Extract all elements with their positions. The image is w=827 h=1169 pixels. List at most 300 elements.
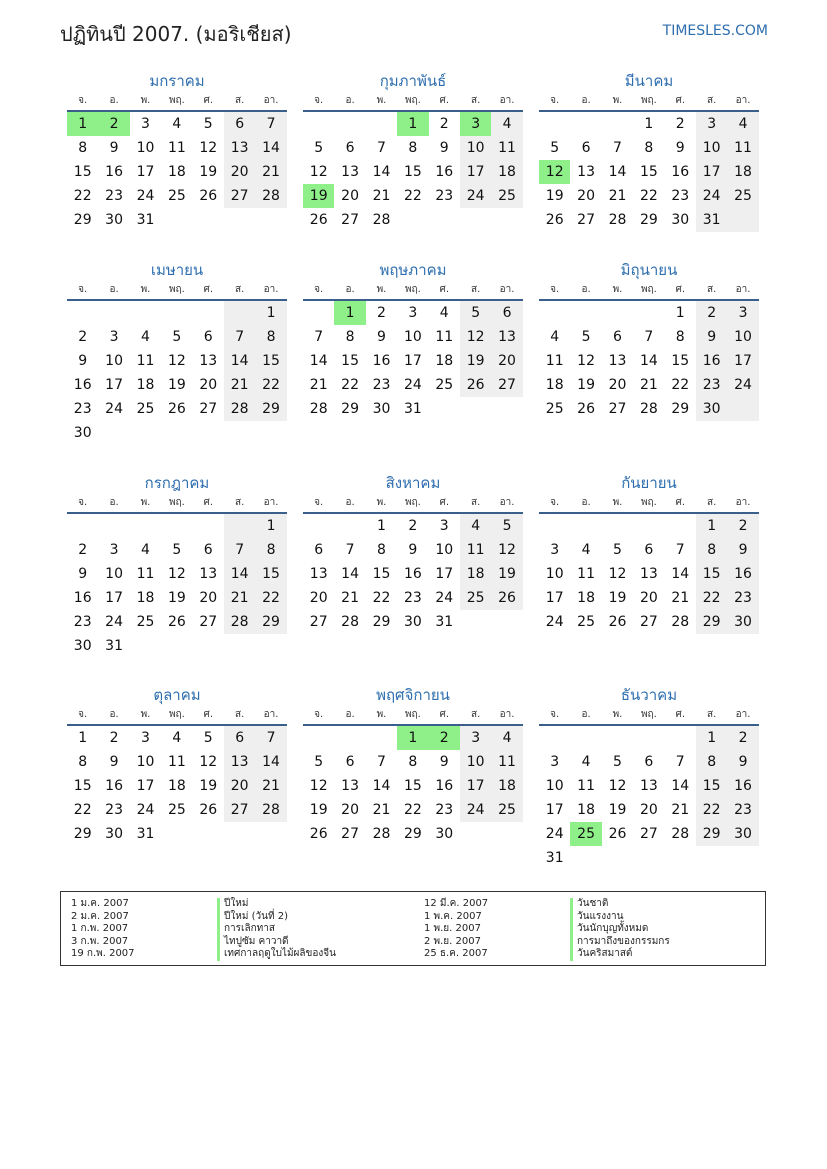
day-cell: 11 bbox=[167, 754, 186, 770]
empty-cell bbox=[539, 112, 570, 136]
day-cell: 29 bbox=[341, 401, 359, 417]
day-cell: 8 bbox=[78, 140, 88, 156]
day-cell: 23 bbox=[727, 586, 758, 610]
day-cell: 6 bbox=[644, 754, 654, 770]
empty-cell bbox=[255, 634, 286, 658]
day-cell: 10 bbox=[545, 778, 564, 794]
weekday-label: จ. bbox=[78, 709, 88, 720]
day-cell: 26 bbox=[199, 802, 218, 818]
weekday-header bbox=[67, 494, 287, 512]
holiday-date: 1 พ.ย. 2007 bbox=[424, 923, 481, 934]
day-cell: 28 bbox=[255, 184, 286, 208]
day-cell: 24 bbox=[727, 373, 758, 397]
week-row bbox=[303, 562, 523, 586]
day-cell: 3 bbox=[109, 329, 119, 345]
day-cell: 11 bbox=[435, 329, 454, 345]
weekday-label: ศ. bbox=[675, 284, 686, 295]
empty-cell bbox=[539, 514, 570, 538]
day-cell: 11 bbox=[136, 566, 155, 582]
day-cell: 24 bbox=[403, 377, 422, 393]
empty-cell bbox=[570, 726, 601, 750]
day-cell: 8 bbox=[78, 754, 88, 770]
day-cell: 22 bbox=[696, 798, 727, 822]
holiday-name: วันชาติ bbox=[570, 898, 670, 911]
day-cell: 28 bbox=[671, 614, 690, 630]
day-cell: 13 bbox=[577, 164, 595, 180]
day-cell: 5 bbox=[491, 514, 522, 538]
day-cell: 8 bbox=[675, 329, 685, 345]
day-cell: 16 bbox=[73, 590, 92, 606]
day-cell: 21 bbox=[372, 188, 391, 204]
day-cell: 10 bbox=[136, 754, 155, 770]
day-cell: 6 bbox=[314, 542, 324, 558]
holiday-name: ปีใหม่ bbox=[217, 898, 336, 911]
day-cell: 15 bbox=[255, 349, 286, 373]
day-cell: 19 bbox=[199, 778, 218, 794]
week-row bbox=[539, 538, 759, 562]
day-cell: 3 bbox=[550, 542, 560, 558]
weekday-label: อ. bbox=[109, 497, 119, 508]
day-cell: 14 bbox=[671, 566, 690, 582]
empty-cell bbox=[727, 397, 758, 421]
day-cell: 12 bbox=[167, 353, 186, 369]
week-row bbox=[303, 301, 523, 325]
weekday-label: ศ. bbox=[203, 284, 214, 295]
day-cell: 14 bbox=[608, 164, 627, 180]
day-cell: 29 bbox=[671, 401, 690, 417]
day-cell: 2 bbox=[377, 305, 386, 321]
day-cell: 9 bbox=[408, 542, 418, 558]
day-cell: 21 bbox=[224, 586, 255, 610]
week-row bbox=[539, 562, 759, 586]
day-cell: 16 bbox=[696, 349, 727, 373]
week-row bbox=[539, 112, 759, 136]
day-cell: 4 bbox=[172, 730, 182, 746]
empty-cell bbox=[570, 846, 601, 870]
day-cell: 15 bbox=[341, 353, 359, 369]
empty-cell bbox=[570, 514, 601, 538]
day-cell: 22 bbox=[696, 586, 727, 610]
week-row bbox=[539, 610, 759, 634]
day-cell: 2 bbox=[696, 301, 727, 325]
empty-cell bbox=[67, 301, 98, 325]
weekday-label: อ. bbox=[581, 709, 591, 720]
day-cell: 5 bbox=[172, 542, 182, 558]
weekday-label: อ. bbox=[109, 95, 119, 106]
day-cell: 31 bbox=[545, 850, 564, 866]
week-row bbox=[303, 586, 523, 610]
day-cell: 7 bbox=[675, 754, 685, 770]
week-row bbox=[303, 325, 523, 349]
week-row bbox=[539, 726, 759, 750]
day-cell: 2 bbox=[408, 518, 418, 534]
day-cell: 14 bbox=[372, 778, 391, 794]
day-cell: 1 bbox=[377, 518, 386, 534]
day-cell: 9 bbox=[675, 140, 685, 156]
week-row bbox=[303, 349, 523, 373]
empty-cell bbox=[130, 634, 161, 658]
week-row bbox=[539, 750, 759, 774]
weekday-label: พฤ. bbox=[168, 284, 185, 295]
day-cell: 9 bbox=[78, 353, 88, 369]
day-cell: 8 bbox=[345, 329, 355, 345]
weekday-header bbox=[67, 92, 287, 110]
weekday-label: พ. bbox=[376, 709, 387, 720]
holiday-name: วันแรงงาน bbox=[570, 911, 670, 924]
day-cell: 30 bbox=[403, 614, 422, 630]
day-cell: 6 bbox=[613, 329, 622, 345]
empty-cell bbox=[633, 846, 664, 870]
empty-cell bbox=[602, 514, 633, 538]
empty-cell bbox=[303, 301, 334, 325]
weekday-label: ส. bbox=[235, 709, 245, 720]
day-cell: 2 bbox=[727, 726, 758, 750]
day-cell: 21 bbox=[372, 802, 391, 818]
day-cell: 28 bbox=[224, 397, 255, 421]
day-cell: 18 bbox=[727, 160, 758, 184]
day-cell: 7 bbox=[377, 140, 386, 156]
day-cell: 29 bbox=[403, 826, 422, 842]
day-cell: 23 bbox=[435, 802, 454, 818]
day-cell: 13 bbox=[608, 353, 627, 369]
day-cell: 27 bbox=[199, 401, 218, 417]
week-row bbox=[67, 301, 287, 325]
day-cell: 9 bbox=[727, 538, 758, 562]
empty-cell bbox=[161, 822, 192, 846]
empty-cell bbox=[602, 112, 633, 136]
weekday-label: พฤ. bbox=[640, 497, 657, 508]
weekday-label: ส. bbox=[707, 95, 717, 106]
empty-cell bbox=[602, 301, 633, 325]
day-cell: 28 bbox=[309, 401, 328, 417]
day-cell: 3 bbox=[460, 726, 491, 750]
empty-cell bbox=[193, 514, 224, 538]
weekday-label: พ. bbox=[140, 284, 151, 295]
empty-cell bbox=[366, 726, 397, 750]
weekday-label: อ. bbox=[109, 284, 119, 295]
day-cell: 3 bbox=[550, 754, 560, 770]
day-cell: 26 bbox=[199, 188, 218, 204]
day-cell: 13 bbox=[199, 566, 218, 582]
day-cell: 17 bbox=[545, 802, 564, 818]
day-cell: 30 bbox=[671, 212, 690, 228]
week-row bbox=[539, 208, 759, 232]
weekday-label: พ. bbox=[140, 95, 151, 106]
empty-cell bbox=[366, 112, 397, 136]
weekday-label: จ. bbox=[78, 284, 88, 295]
day-cell: 27 bbox=[608, 401, 627, 417]
day-cell: 5 bbox=[460, 301, 491, 325]
day-cell: 30 bbox=[105, 212, 123, 228]
empty-cell bbox=[334, 514, 365, 538]
day-cell: 10 bbox=[136, 140, 155, 156]
day-cell: 5 bbox=[550, 140, 560, 156]
day-cell: 8 bbox=[255, 325, 286, 349]
weekday-label: อา. bbox=[263, 95, 279, 106]
day-cell: 24 bbox=[105, 614, 123, 630]
day-cell: 19 bbox=[545, 188, 564, 204]
week-row bbox=[67, 208, 287, 232]
day-cell: 1 bbox=[67, 112, 98, 136]
day-cell: 23 bbox=[73, 614, 92, 630]
holiday-legend bbox=[60, 891, 766, 966]
day-cell: 29 bbox=[73, 212, 92, 228]
day-cell: 8 bbox=[696, 750, 727, 774]
week-row bbox=[67, 325, 287, 349]
day-cell: 11 bbox=[491, 136, 522, 160]
weekday-label: ส. bbox=[235, 95, 245, 106]
day-cell: 9 bbox=[78, 566, 88, 582]
site-link[interactable]: TIMESLES.COM bbox=[662, 23, 768, 39]
month-calendar bbox=[303, 684, 523, 846]
week-row bbox=[303, 774, 523, 798]
day-cell: 10 bbox=[727, 325, 758, 349]
day-cell: 28 bbox=[255, 798, 286, 822]
week-row bbox=[67, 634, 287, 658]
day-cell: 29 bbox=[372, 614, 391, 630]
day-cell: 21 bbox=[639, 377, 658, 393]
week-row bbox=[539, 160, 759, 184]
weekday-label: พฤ. bbox=[404, 497, 421, 508]
empty-cell bbox=[193, 208, 224, 232]
day-cell: 1 bbox=[675, 305, 685, 321]
week-row bbox=[539, 846, 759, 870]
empty-cell bbox=[193, 822, 224, 846]
day-cell: 26 bbox=[309, 826, 328, 842]
day-cell: 20 bbox=[224, 774, 255, 798]
empty-cell bbox=[67, 514, 98, 538]
week-row bbox=[539, 822, 759, 846]
day-cell: 24 bbox=[545, 614, 564, 630]
week-row bbox=[303, 112, 523, 136]
holiday-name: ปีใหม่ (วันที่ 2) bbox=[217, 911, 336, 924]
weekday-header bbox=[303, 494, 523, 512]
weekday-label: ศ. bbox=[675, 497, 686, 508]
day-cell: 18 bbox=[577, 590, 595, 606]
day-cell: 16 bbox=[671, 164, 690, 180]
day-cell: 12 bbox=[309, 164, 328, 180]
month-calendar bbox=[67, 70, 287, 232]
weekday-label: ส. bbox=[471, 284, 481, 295]
weekday-label: จ. bbox=[550, 95, 560, 106]
weekday-label: อ. bbox=[109, 709, 119, 720]
day-cell: 4 bbox=[727, 112, 758, 136]
day-cell: 9 bbox=[439, 754, 449, 770]
weekday-label: ศ. bbox=[675, 709, 686, 720]
day-cell: 13 bbox=[341, 164, 359, 180]
day-cell: 30 bbox=[372, 401, 391, 417]
day-cell: 25 bbox=[491, 798, 522, 822]
empty-cell bbox=[491, 397, 522, 421]
day-cell: 20 bbox=[639, 802, 658, 818]
day-cell: 9 bbox=[109, 140, 119, 156]
day-cell: 9 bbox=[727, 750, 758, 774]
day-cell: 15 bbox=[255, 562, 286, 586]
week-row bbox=[303, 514, 523, 538]
empty-cell bbox=[130, 421, 161, 445]
day-cell: 27 bbox=[639, 614, 658, 630]
day-cell: 1 bbox=[696, 514, 727, 538]
day-cell: 23 bbox=[727, 798, 758, 822]
day-cell: 13 bbox=[639, 778, 658, 794]
weekday-label: อา. bbox=[263, 709, 279, 720]
month-name: ตุลาคม bbox=[153, 686, 201, 704]
day-cell: 1 bbox=[78, 730, 88, 746]
day-cell: 12 bbox=[608, 778, 627, 794]
day-cell: 25 bbox=[577, 614, 595, 630]
day-cell: 18 bbox=[577, 802, 595, 818]
month-calendar bbox=[67, 472, 287, 658]
weekday-label: พฤ. bbox=[168, 709, 185, 720]
weekday-label: ศ. bbox=[439, 284, 450, 295]
day-cell: 7 bbox=[255, 112, 286, 136]
weekday-label: จ. bbox=[314, 284, 324, 295]
day-cell: 10 bbox=[460, 136, 491, 160]
page-title: ปฏิทินปี 2007. (มอริเชียส) bbox=[60, 22, 292, 46]
day-cell: 30 bbox=[435, 826, 454, 842]
weekday-header bbox=[67, 281, 287, 299]
day-cell: 5 bbox=[613, 542, 622, 558]
month-calendar bbox=[303, 70, 523, 232]
empty-cell bbox=[161, 514, 192, 538]
week-row bbox=[303, 373, 523, 397]
day-cell: 23 bbox=[372, 377, 391, 393]
day-cell: 15 bbox=[403, 778, 422, 794]
day-cell: 14 bbox=[224, 562, 255, 586]
holiday-date: 1 ก.พ. 2007 bbox=[71, 923, 129, 934]
day-cell: 20 bbox=[577, 188, 595, 204]
weekday-header bbox=[303, 281, 523, 299]
day-cell: 25 bbox=[435, 377, 454, 393]
day-cell: 28 bbox=[372, 212, 391, 228]
weekday-label: อา. bbox=[735, 284, 751, 295]
day-cell: 13 bbox=[224, 136, 255, 160]
day-cell: 16 bbox=[727, 562, 758, 586]
week-row bbox=[67, 610, 287, 634]
weekday-label: อา. bbox=[499, 284, 515, 295]
empty-cell bbox=[224, 634, 255, 658]
day-cell: 30 bbox=[105, 826, 123, 842]
day-cell: 21 bbox=[671, 590, 690, 606]
day-cell: 20 bbox=[341, 188, 359, 204]
day-cell: 25 bbox=[167, 188, 186, 204]
weekday-header bbox=[539, 706, 759, 724]
day-cell: 3 bbox=[460, 112, 491, 136]
weekday-label: อ. bbox=[581, 284, 591, 295]
empty-cell bbox=[539, 726, 570, 750]
day-cell: 23 bbox=[403, 590, 422, 606]
day-cell: 2 bbox=[727, 514, 758, 538]
empty-cell bbox=[334, 726, 365, 750]
day-cell: 12 bbox=[539, 160, 570, 184]
day-cell: 18 bbox=[136, 590, 155, 606]
weekday-label: อา. bbox=[263, 497, 279, 508]
week-row bbox=[303, 136, 523, 160]
day-cell: 2 bbox=[78, 542, 88, 558]
weekday-label: พฤ. bbox=[168, 95, 185, 106]
day-cell: 27 bbox=[309, 614, 328, 630]
day-cell: 29 bbox=[696, 610, 727, 634]
day-cell: 16 bbox=[105, 164, 123, 180]
empty-cell bbox=[491, 208, 522, 232]
day-cell: 29 bbox=[255, 397, 286, 421]
weekday-header bbox=[539, 92, 759, 110]
day-cell: 6 bbox=[224, 112, 255, 136]
empty-cell bbox=[570, 112, 601, 136]
week-row bbox=[67, 421, 287, 445]
day-cell: 17 bbox=[136, 778, 155, 794]
day-cell: 21 bbox=[341, 590, 359, 606]
month-name: ธันวาคม bbox=[620, 686, 678, 704]
empty-cell bbox=[303, 726, 334, 750]
day-cell: 4 bbox=[491, 112, 522, 136]
day-cell: 17 bbox=[136, 164, 155, 180]
day-cell: 22 bbox=[639, 188, 658, 204]
day-cell: 22 bbox=[255, 373, 286, 397]
day-cell: 3 bbox=[727, 301, 758, 325]
empty-cell bbox=[130, 301, 161, 325]
day-cell: 27 bbox=[341, 826, 359, 842]
week-row bbox=[539, 184, 759, 208]
empty-cell bbox=[98, 514, 129, 538]
week-row bbox=[67, 538, 287, 562]
weekday-header bbox=[67, 706, 287, 724]
day-cell: 21 bbox=[671, 802, 690, 818]
empty-cell bbox=[727, 208, 758, 232]
week-row bbox=[539, 325, 759, 349]
day-cell: 11 bbox=[727, 136, 758, 160]
month-name: มีนาคม bbox=[624, 72, 674, 90]
weekday-label: พ. bbox=[376, 497, 387, 508]
weekday-label: อา. bbox=[499, 95, 515, 106]
week-row bbox=[67, 822, 287, 846]
day-cell: 28 bbox=[608, 212, 627, 228]
day-cell: 7 bbox=[224, 538, 255, 562]
empty-cell bbox=[491, 610, 522, 634]
day-cell: 8 bbox=[255, 538, 286, 562]
day-cell: 31 bbox=[136, 212, 155, 228]
week-row bbox=[303, 610, 523, 634]
weekday-label: ส. bbox=[471, 95, 481, 106]
day-cell: 28 bbox=[671, 826, 690, 842]
day-cell: 19 bbox=[608, 590, 627, 606]
month-name: กันยายน bbox=[621, 474, 677, 492]
day-cell: 1 bbox=[255, 514, 286, 538]
week-row bbox=[67, 726, 287, 750]
weekday-header bbox=[303, 706, 523, 724]
day-cell: 17 bbox=[403, 353, 422, 369]
day-cell: 28 bbox=[224, 610, 255, 634]
empty-cell bbox=[460, 397, 491, 421]
day-cell: 1 bbox=[397, 726, 428, 750]
day-cell: 16 bbox=[727, 774, 758, 798]
day-cell: 1 bbox=[696, 726, 727, 750]
day-cell: 11 bbox=[136, 353, 155, 369]
day-cell: 9 bbox=[377, 329, 386, 345]
day-cell: 15 bbox=[696, 562, 727, 586]
weekday-label: อ. bbox=[345, 284, 355, 295]
weekday-label: ศ. bbox=[439, 709, 450, 720]
empty-cell bbox=[161, 421, 192, 445]
day-cell: 27 bbox=[491, 373, 522, 397]
day-cell: 8 bbox=[644, 140, 654, 156]
empty-cell bbox=[224, 301, 255, 325]
day-cell: 12 bbox=[491, 538, 522, 562]
weekday-label: ส. bbox=[235, 284, 245, 295]
day-cell: 30 bbox=[727, 822, 758, 846]
day-cell: 5 bbox=[613, 754, 622, 770]
weekday-label: ศ. bbox=[203, 95, 214, 106]
